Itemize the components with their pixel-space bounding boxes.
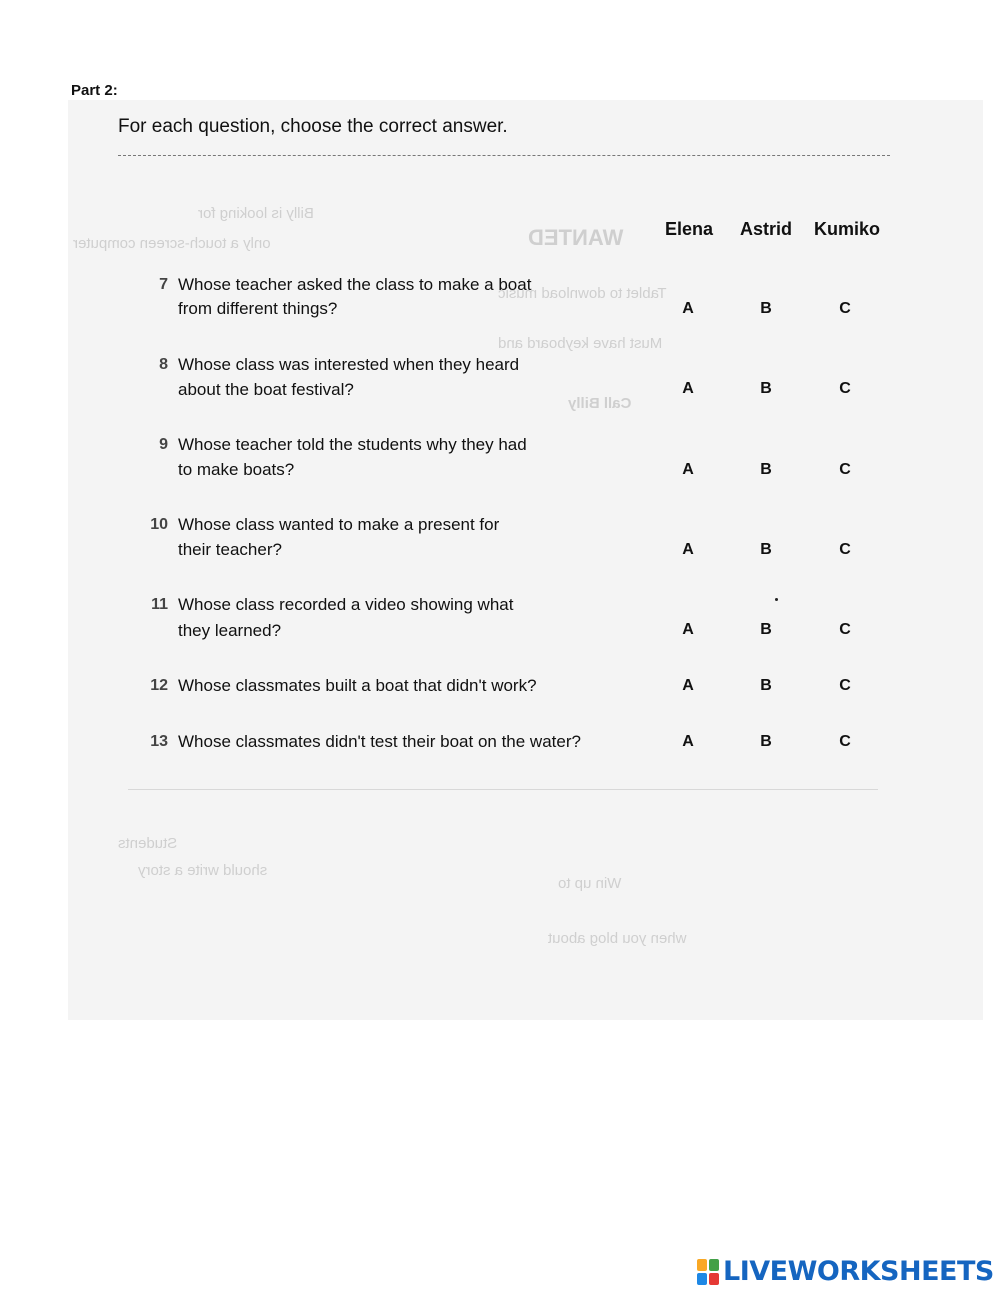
answer-option-b[interactable]: B — [760, 300, 772, 317]
answer-option-a[interactable]: A — [682, 677, 694, 694]
question-number: 13 — [150, 733, 168, 750]
answer-option-c[interactable]: C — [839, 733, 851, 750]
answer-option-a[interactable]: A — [682, 380, 694, 397]
answer-option-c[interactable]: C — [839, 300, 851, 317]
logo-square — [709, 1273, 719, 1285]
bleed-through-text: WANTED — [528, 225, 624, 250]
answer-option-b[interactable]: B — [760, 380, 772, 397]
question-text: Whose class wanted to make a present for — [178, 515, 500, 534]
column-header-astrid: Astrid — [740, 219, 793, 239]
liveworksheets-logo — [697, 1256, 994, 1287]
logo-square — [697, 1273, 707, 1285]
question-number: 10 — [150, 516, 168, 533]
answer-option-b[interactable]: B — [760, 461, 772, 478]
divider — [128, 789, 878, 790]
answer-option-c[interactable]: C — [839, 461, 851, 478]
question-number: 8 — [159, 356, 168, 373]
bleed-through-text: should write a story — [138, 862, 268, 879]
answer-option-a[interactable]: A — [682, 461, 694, 478]
question-number: 9 — [159, 436, 168, 453]
divider — [118, 155, 890, 156]
question-text: Whose classmates didn't test their boat on the water? — [178, 732, 581, 751]
logo-square — [709, 1259, 719, 1271]
bleed-through-text: Call Billy — [568, 395, 632, 412]
answer-option-b[interactable]: B — [760, 621, 772, 638]
bleed-through-text: Must have keyboard and — [498, 335, 663, 352]
bleed-through-text: Billy is looking for — [198, 205, 314, 222]
answer-option-c[interactable]: C — [839, 677, 851, 694]
question-text: Whose teacher asked the class to make a boat — [178, 275, 532, 294]
stray-mark — [775, 598, 778, 601]
answer-option-b[interactable]: B — [760, 677, 772, 694]
bleed-through-text: Win up to — [558, 875, 622, 892]
answer-option-a[interactable]: A — [682, 733, 694, 750]
part-label: Part 2: — [71, 82, 118, 99]
column-header-kumiko: Kumiko — [814, 219, 881, 239]
liveworksheets-icon — [697, 1259, 719, 1285]
question-text: Whose class recorded a video showing what — [178, 595, 514, 614]
question-text: their teacher? — [178, 540, 282, 559]
bleed-through-text: Tablet to download music — [498, 285, 667, 302]
question-text: Whose classmates built a boat that didn't work? — [178, 676, 537, 695]
question-text: to make boats? — [178, 460, 295, 479]
brand-name: LIVEWORKSHEETS — [723, 1256, 994, 1287]
question-text: about the boat festival? — [178, 380, 354, 399]
bleed-through-text: when you blog about — [548, 930, 687, 947]
question-number: 11 — [151, 596, 168, 613]
question-number: 7 — [159, 276, 168, 293]
question-text: Whose teacher told the students why they had — [178, 435, 527, 454]
answer-option-c[interactable]: C — [839, 380, 851, 397]
answer-option-a[interactable]: A — [682, 541, 694, 558]
question-text: from different things? — [178, 299, 338, 318]
bleed-through-text: Students — [118, 835, 178, 852]
question-number: 12 — [150, 677, 168, 694]
question-text: Whose class was interested when they heard — [178, 355, 520, 374]
answer-option-c[interactable]: C — [839, 541, 851, 558]
instruction-text: For each question, choose the correct answer. — [118, 116, 508, 137]
answer-option-a[interactable]: A — [682, 300, 694, 317]
answer-option-c[interactable]: C — [839, 621, 851, 638]
logo-square — [697, 1259, 707, 1271]
answer-option-b[interactable]: B — [760, 541, 772, 558]
bleed-through-text: only a touch-screen computer — [73, 235, 271, 252]
answer-option-a[interactable]: A — [682, 621, 694, 638]
answer-option-b[interactable]: B — [760, 733, 772, 750]
question-text: they learned? — [178, 621, 282, 640]
column-header-elena: Elena — [665, 219, 714, 239]
